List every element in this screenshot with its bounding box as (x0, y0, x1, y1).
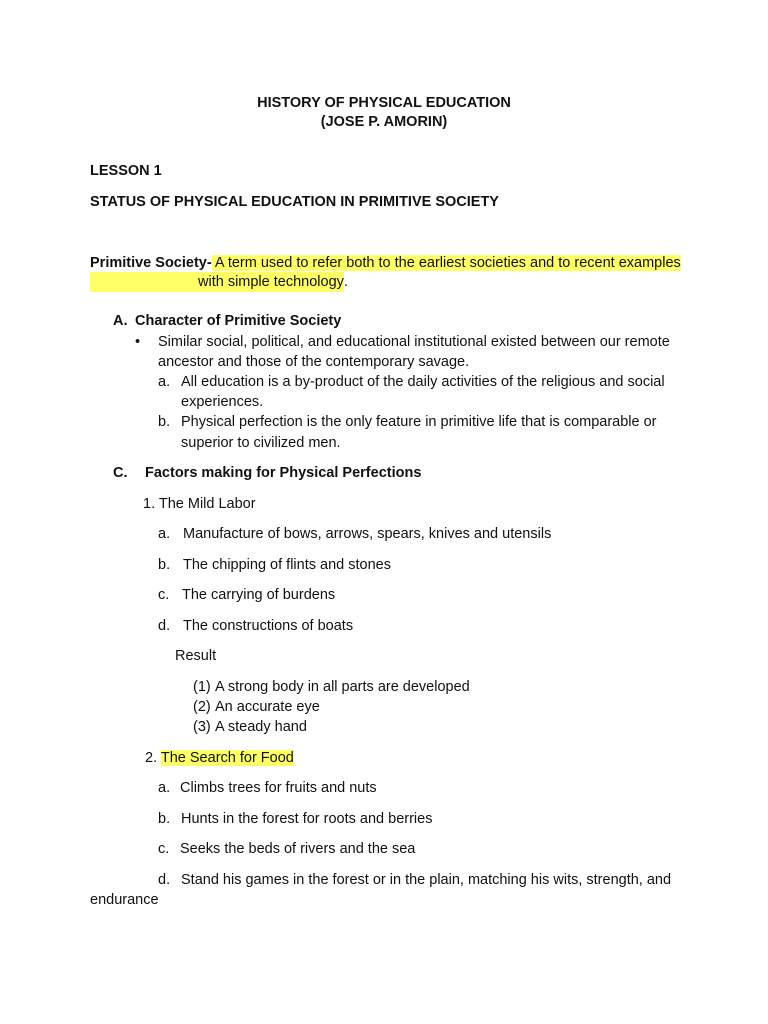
result-marker: (1) (193, 679, 211, 695)
result-marker: (2) (193, 699, 211, 715)
result-marker: (3) (193, 719, 211, 735)
definition-line-2 (90, 272, 348, 292)
definition-text-highlight-2: with simple technology (90, 272, 344, 292)
result-text: A steady hand (215, 719, 307, 735)
list-item-text-cont: superior to civilized men. (181, 435, 341, 451)
factor-2-label (145, 748, 294, 768)
list-item-text: The chipping of flints and stones (183, 557, 391, 573)
list-item-marker: b. (158, 811, 171, 827)
list-item-text: Physical perfection is the only feature in primitive life that is comparable or (181, 414, 657, 430)
list-item-text: Manufacture of bows, arrows, spears, knives and utensils (183, 526, 552, 542)
lesson-label: LESSON 1 (90, 163, 162, 179)
bullet-text-line-1: Similar social, political, and educational institutional existed between our remote (158, 334, 670, 350)
document-title: HISTORY OF PHYSICAL EDUCATION (257, 95, 511, 111)
definition-term: Primitive Society- (90, 255, 212, 271)
definition-text-highlight: A term used to refer both to the earliest societies and to recent examples (211, 255, 681, 271)
bullet-text-line-2: ancestor and those of the contemporary savage. (158, 354, 470, 370)
list-item-text: Hunts in the forest for roots and berries (181, 811, 433, 827)
factor-1-label: 1. The Mild Labor (143, 496, 256, 512)
factor-2-title-highlight: The Search for Food (160, 750, 294, 766)
result-label: Result (175, 648, 217, 664)
section-c-marker: C. (113, 465, 128, 481)
list-item-text: The constructions of boats (183, 618, 354, 634)
list-item-marker: c. (158, 841, 170, 857)
list-item-marker: d. (158, 872, 171, 888)
section-c-heading: Factors making for Physical Perfections (145, 465, 422, 481)
list-item-text: Climbs trees for fruits and nuts (180, 780, 377, 796)
list-item-marker: a. (158, 526, 171, 542)
list-item-marker: a. (158, 780, 171, 796)
section-a-heading: Character of Primitive Society (135, 313, 342, 329)
factor-2-number: 2. (145, 750, 158, 766)
definition-line-1 (90, 253, 681, 273)
list-item-marker: d. (158, 618, 171, 634)
list-item-marker: c. (158, 587, 170, 603)
list-item-text: All education is a by-product of the daily activities of the religious and social (181, 374, 665, 390)
list-item-marker: a. (158, 374, 171, 390)
section-a-marker: A. (113, 313, 128, 329)
list-item-text-cont: experiences. (181, 394, 264, 410)
list-item-marker: b. (158, 557, 171, 573)
list-item-text: Seeks the beds of rivers and the sea (180, 841, 416, 857)
list-item-marker: b. (158, 414, 171, 430)
result-text: A strong body in all parts are developed (215, 679, 470, 695)
bullet-icon: • (135, 334, 141, 350)
list-item-text: The carrying of burdens (182, 587, 336, 603)
result-text: An accurate eye (215, 699, 320, 715)
lesson-heading: STATUS OF PHYSICAL EDUCATION IN PRIMITIVE SOCIETY (90, 194, 499, 210)
definition-period: . (343, 274, 348, 290)
list-item-text: Stand his games in the forest or in the plain, matching his wits, strength, and (181, 872, 672, 888)
document-author: (JOSE P. AMORIN) (320, 114, 448, 130)
list-item-text-cont: endurance (90, 892, 159, 908)
